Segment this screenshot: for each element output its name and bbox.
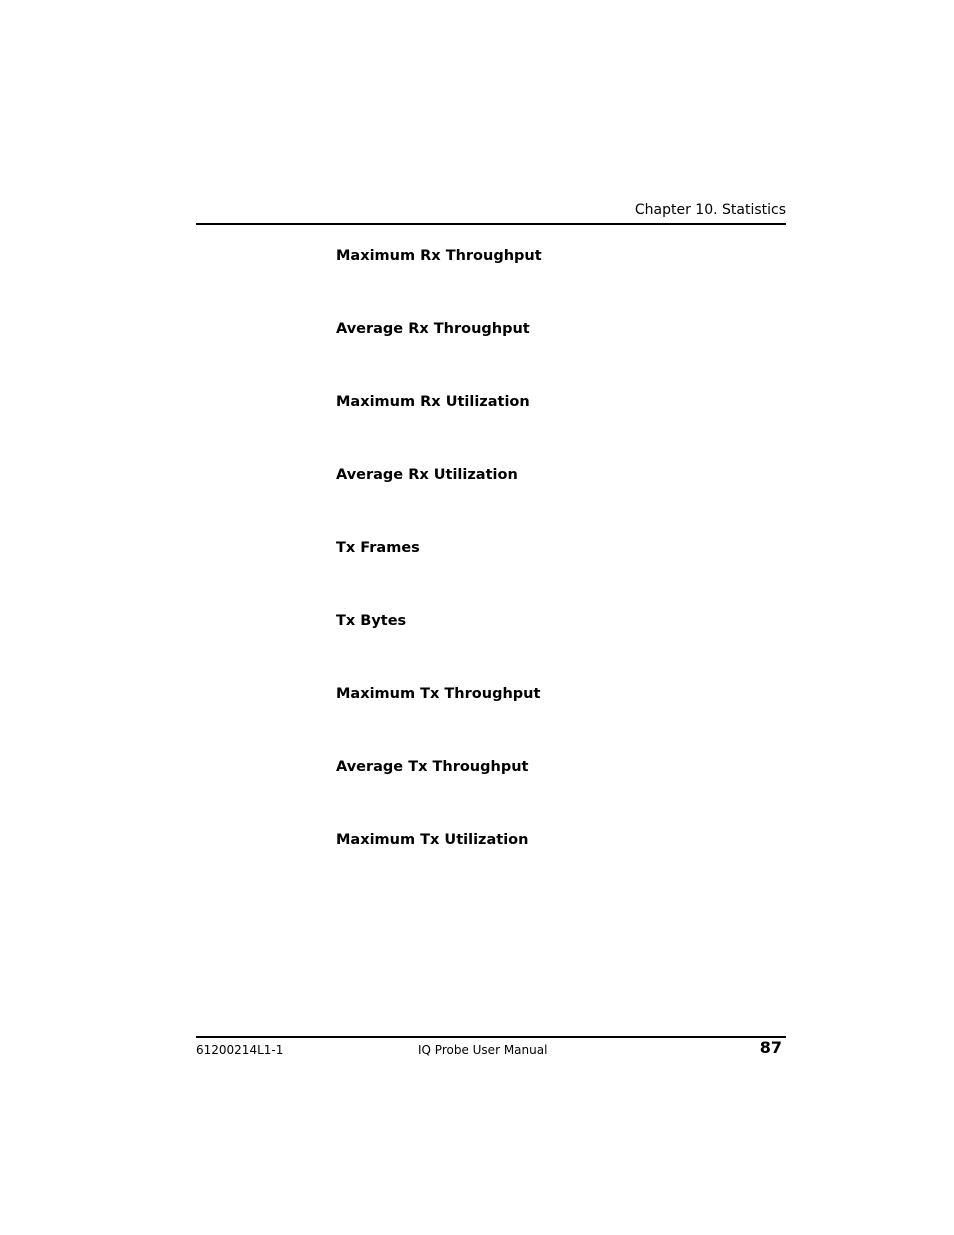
page-number: 87 (759, 1038, 782, 1057)
heading-maximum-rx-utilization: Maximum Rx Utilization (336, 394, 530, 410)
heading-tx-frames: Tx Frames (336, 540, 420, 556)
footer-rule (196, 1036, 786, 1038)
footer-document-number: 61200214L1-1 (196, 1043, 284, 1057)
heading-average-rx-utilization: Average Rx Utilization (336, 467, 518, 483)
heading-tx-bytes: Tx Bytes (336, 613, 407, 629)
chapter-header: Chapter 10. Statistics (634, 202, 786, 218)
footer-manual-title: IQ Probe User Manual (418, 1043, 548, 1057)
heading-average-tx-throughput: Average Tx Throughput (336, 759, 529, 775)
heading-maximum-tx-throughput: Maximum Tx Throughput (336, 686, 541, 702)
heading-maximum-rx-throughput: Maximum Rx Throughput (336, 248, 542, 264)
heading-average-rx-throughput: Average Rx Throughput (336, 321, 530, 337)
heading-maximum-tx-utilization: Maximum Tx Utilization (336, 832, 529, 848)
header-rule (196, 223, 786, 225)
